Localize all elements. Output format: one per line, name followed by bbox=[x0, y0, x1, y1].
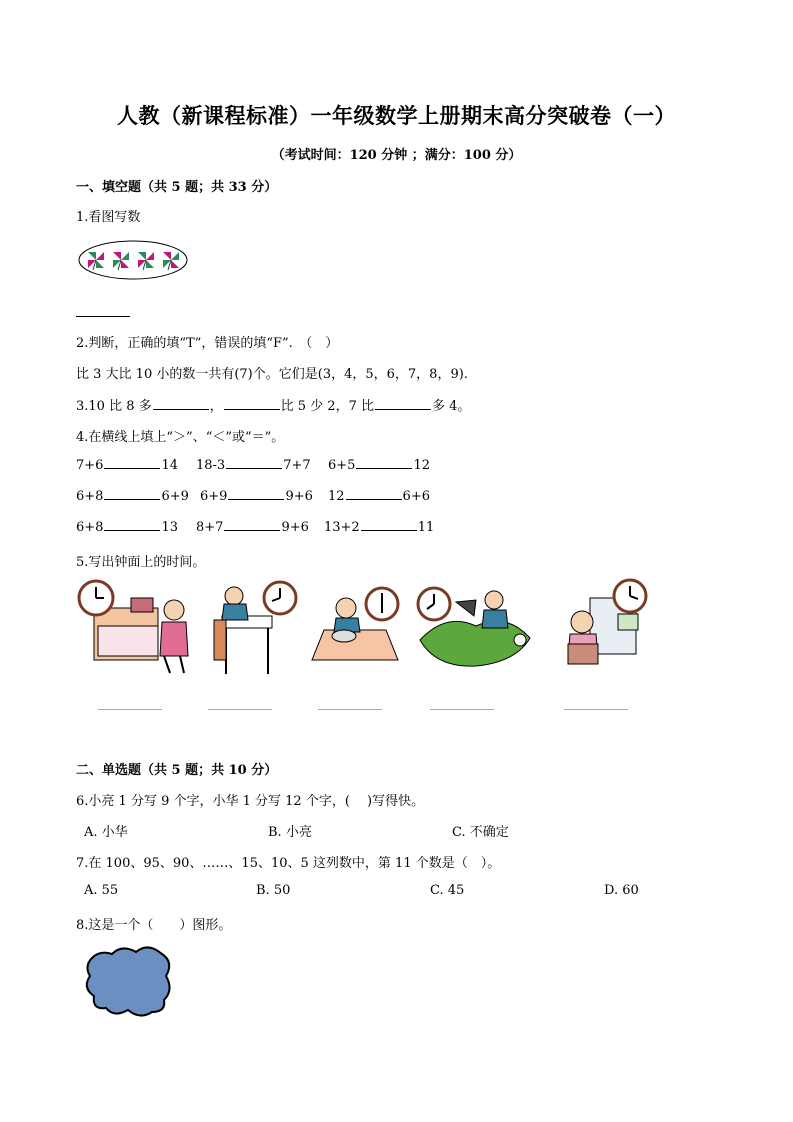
clock-scene-study bbox=[206, 578, 304, 678]
question-7: 7.在 100、95、90、……、15、10、5 这列数中，第 11 个数是（ ）。 bbox=[76, 856, 501, 871]
clock-scene-evening bbox=[536, 578, 648, 670]
option-a[interactable]: A. 小华 bbox=[84, 825, 128, 840]
option-d[interactable]: D. 60 bbox=[604, 883, 639, 898]
clock-scene-playing bbox=[416, 582, 532, 674]
answer-blank[interactable] bbox=[228, 489, 284, 500]
answer-blank[interactable] bbox=[224, 399, 280, 410]
section-2-heading: 二、单选题（共 5 题；共 10 分） bbox=[76, 763, 278, 778]
answer-blank[interactable] bbox=[224, 520, 280, 531]
answer-line[interactable] bbox=[564, 709, 628, 710]
compare-item: 12 6+6 bbox=[328, 489, 430, 504]
question-8: 8.这是一个（ ）图形。 bbox=[76, 918, 232, 933]
compare-item: 18-3 7+7 bbox=[196, 458, 311, 473]
clock-icon bbox=[366, 588, 398, 620]
question-3 bbox=[76, 395, 470, 414]
q3-part: ， bbox=[209, 399, 223, 414]
answer-blank[interactable] bbox=[226, 458, 282, 469]
answer-blank[interactable] bbox=[153, 399, 209, 410]
compare-item: 6+8 13 bbox=[76, 520, 178, 535]
answer-blank[interactable] bbox=[356, 458, 412, 469]
section-1-heading: 一、填空题（共 5 题；共 33 分） bbox=[76, 180, 278, 195]
answer-blank[interactable] bbox=[104, 458, 160, 469]
q3-part: 3.10 比 8 多 bbox=[76, 399, 152, 414]
answer-blank[interactable] bbox=[375, 399, 431, 410]
answer-blank[interactable] bbox=[104, 520, 160, 531]
question-1: 1.看图写数 bbox=[76, 210, 141, 225]
page-title: 人教（新课程标准）一年级数学上册期末高分突破卷（一） bbox=[117, 103, 676, 128]
clock-icon bbox=[418, 588, 450, 620]
compare-item: 8+7 9+6 bbox=[196, 520, 309, 535]
option-c[interactable]: C. 45 bbox=[430, 883, 465, 898]
question-6: 6.小亮 1 分写 9 个字，小华 1 分写 12 个字，( )写得快。 bbox=[76, 794, 425, 809]
option-b[interactable]: B. 小亮 bbox=[268, 825, 312, 840]
question-4: 4.在横线上填上“＞”、“＜”或“＝”。 bbox=[76, 430, 285, 445]
compare-item: 6+9 9+6 bbox=[200, 489, 313, 504]
compare-item: 6+8 6+9 bbox=[76, 489, 189, 504]
answer-line[interactable] bbox=[430, 709, 494, 710]
clock-icon bbox=[79, 581, 113, 615]
answer-blank[interactable] bbox=[76, 316, 130, 317]
answer-blank[interactable] bbox=[104, 489, 160, 500]
question-2-statement: 比 3 大比 10 小的数一共有(7)个。它们是(3，4，5，6，7，8，9). bbox=[76, 367, 468, 382]
compare-item: 13+2 11 bbox=[324, 520, 435, 535]
clock-scene-wakeup bbox=[76, 578, 194, 678]
q3-part: 比 5 少 2，7 比 bbox=[280, 399, 374, 414]
answer-line[interactable] bbox=[98, 709, 162, 710]
question-2: 2.判断，正确的填“T”，错误的填“F”. （ ） bbox=[76, 336, 339, 351]
irregular-shape-image bbox=[78, 940, 178, 1022]
question-5: 5.写出钟面上的时间。 bbox=[76, 555, 206, 570]
answer-blank[interactable] bbox=[346, 489, 402, 500]
option-a[interactable]: A. 55 bbox=[84, 883, 119, 898]
answer-line[interactable] bbox=[318, 709, 382, 710]
clock-icon bbox=[614, 580, 646, 612]
clock-scene-lunch bbox=[306, 578, 406, 664]
exam-subtitle: （考试时间：120 分钟 ；满分：100 分） bbox=[271, 148, 522, 163]
pinwheels-image bbox=[78, 240, 190, 282]
option-b[interactable]: B. 50 bbox=[256, 883, 291, 898]
compare-item: 6+5 12 bbox=[328, 458, 430, 473]
compare-item: 7+6 14 bbox=[76, 458, 178, 473]
clock-icon bbox=[264, 582, 296, 614]
option-c[interactable]: C. 不确定 bbox=[452, 825, 509, 840]
answer-line[interactable] bbox=[208, 709, 272, 710]
answer-blank[interactable] bbox=[361, 520, 417, 531]
q3-part: 多 4。 bbox=[431, 399, 471, 414]
